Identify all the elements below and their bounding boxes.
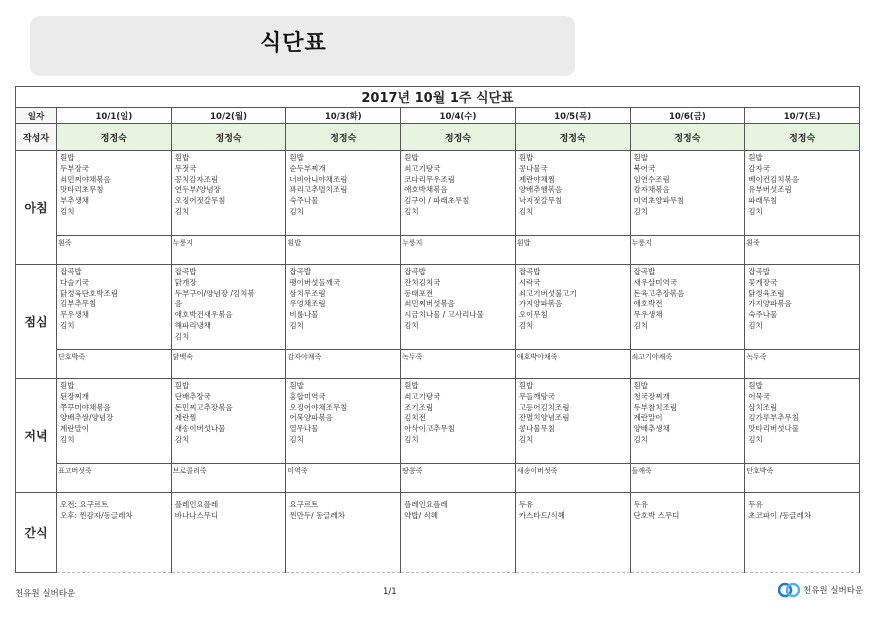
menu-item: 흰밥 [60,381,75,390]
menu-item: 두유 [633,500,649,509]
menu-cell [401,265,516,350]
menu-item: 우엉채조림 [289,299,326,309]
menu-item: 김치 [289,206,304,216]
menu-item: 김구이 / 파래초무침 [404,196,470,206]
menu-item: 돈민찌고추장볶음 [174,402,233,412]
meal-label: 간식 [16,493,57,573]
menu-item: 돈육고추장볶음 [633,288,685,298]
menu-item: 감자국 [748,163,770,173]
menu-item: 숙주나물 [748,310,778,320]
menu-item: 오후: 찐감자/동글레차 [60,511,133,520]
menu-item: 애호박채볶음 [404,185,448,195]
menu-item: 김치 [174,434,190,444]
porridge-cell: 쇠고기야채죽 [630,350,745,379]
menu-cell [57,265,172,350]
menu-item: 미역초양파무침 [633,196,685,206]
menu-cell [171,265,286,350]
date-cell: 10/6(금) [630,108,745,124]
menu-item: 두부참치조림 [633,402,677,412]
menu-item: 쇠고기탕국 [404,391,441,401]
menu-item: 잡곡밥 [518,267,541,276]
porridge-cell: 흰죽 [57,236,172,265]
menu-item: 오징어야채조무침 [289,402,348,412]
meal-row [16,379,860,464]
porridge-cell: 애호박야채죽 [515,350,630,379]
menu-cell [630,151,745,236]
porridge-row [16,236,860,265]
page-title: 식단표 [260,31,327,56]
menu-item: 닭정육단호박조림 [60,288,118,298]
menu-item: 낙지젓갈무침 [518,196,563,206]
menu-item: 무우생채 [633,310,663,320]
porridge-cell: 새송이버섯죽 [515,464,630,493]
menu-item: 흰밥 [60,153,75,162]
menu-item: 쭈꾸미야채볶음 [60,402,111,412]
porridge-cell: 흰죽 [745,236,860,265]
menu-item: 쇠민찌버섯볶음 [404,299,455,309]
menu-item: 두부구이/양념장 /김치볶 [174,288,255,298]
menu-item: 흰밥 [404,381,419,390]
menu-cell [515,379,630,464]
meal-row [16,265,860,350]
menu-item: 흰밥 [748,381,763,390]
menu-item: 찐만두/ 동글레차 [289,511,346,520]
menu-item: 흰밥 [174,381,190,390]
menu-item: 꽈리고추멸치조림 [289,185,348,195]
menu-item: 플레인요플레 [174,500,219,509]
menu-item: 김치 [174,206,190,216]
menu-item: 코다리무우조림 [404,174,455,184]
menu-item: 새송이버섯나물 [174,424,226,434]
menu-item: 임연수조림 [633,174,670,184]
date-cell: 10/7(토) [745,108,860,124]
menu-item: 김치 [60,206,75,216]
meal-row [16,151,860,236]
meal-label: 저녁 [16,379,57,493]
menu-item: 김치전 [404,413,426,423]
menu-cell [401,379,516,464]
menu-cell [630,379,745,464]
meal-label: 점심 [16,265,57,379]
menu-item: 어묵국 [748,391,770,401]
author-cell: 정정숙 [745,124,860,151]
menu-item: 김치 [633,320,649,330]
menu-item: 흰밥 [518,153,534,162]
menu-item: 닭개장 [174,277,197,287]
menu-item: 플레인요플레 [404,500,448,509]
menu-item: 바나나스무디 [174,511,219,520]
menu-cell [286,379,401,464]
menu-item: 감자채볶음 [633,185,670,195]
menu-cell [286,151,401,236]
menu-item: 잔멸치양념조림 [518,413,570,423]
menu-item: 흰밥 [289,153,304,162]
menu-item: 꽃게장국 [748,277,778,287]
menu-item: 순두부찌개 [289,163,326,173]
author-cell: 정정숙 [401,124,516,151]
menu-item: 카스타드/식혜 [518,511,565,520]
meal-label: 아침 [16,151,57,265]
menu-item: 두유 [748,500,763,509]
menu-item: 시락국 [518,277,541,287]
menu-cell [286,493,401,573]
date-cell: 10/5(목) [515,108,630,124]
menu-item: 너비아니야채조림 [289,174,348,184]
date-cell: 10/3(화) [286,108,401,124]
menu-item: 꽁치감자조림 [174,174,219,184]
menu-item: 부추생채 [60,196,89,206]
menu-item: 잡곡밥 [404,267,426,276]
menu-item: 오전: 요구르트 [60,500,109,509]
menu-item: 잡곡밥 [60,267,82,276]
menu-item: 김치 [174,331,190,341]
menu-item: 계란말이 [60,424,89,434]
menu-cell [401,151,516,236]
menu-cell [745,379,860,464]
menu-item: 양배추생채 [633,424,670,434]
menu-cell [630,493,745,573]
menu-cell [171,493,286,573]
menu-item: 김치 [404,320,419,330]
menu-item: 김부추무침 [60,299,97,309]
author-cell: 정정숙 [57,124,172,151]
menu-item: 가지양파볶음 [748,299,792,309]
porridge-cell: 흰밥 [515,236,630,265]
menu-item: 아삭이고추무침 [404,424,455,434]
menu-cell [57,493,172,573]
menu-item: 삼치무조림 [289,288,326,298]
menu-item: 단배추장국 [174,391,211,401]
menu-item: 청국장찌개 [633,391,670,401]
menu-item: 흰밥 [289,381,304,390]
menu-cell [57,151,172,236]
porridge-cell: 닭백숙 [171,350,286,379]
footer-logo [778,582,863,598]
menu-cell [515,265,630,350]
menu-item: 베이컨김치볶음 [748,174,799,184]
menu-item: 김치 [518,434,534,444]
menu-item: 김치 [518,206,534,216]
menu-item: 다슬기국 [60,277,89,287]
menu-cell [745,151,860,236]
menu-item: 무젓국 [174,163,197,173]
author-cell: 정정숙 [630,124,745,151]
menu-item: 연두부/양념장 [174,185,221,195]
menu-item: 북어국 [633,163,656,173]
menu-cell [745,265,860,350]
menu-item: 김치 [748,206,763,216]
porridge-cell: 누룽지 [630,236,745,265]
menu-cell [57,379,172,464]
menu-cell [401,493,516,573]
menu-item: 양배추쌈/양념장 [60,413,114,423]
menu-item: 잡곡밥 [633,267,656,276]
menu-item: 김치 [748,320,763,330]
menu-item: 계란야채찜 [518,174,556,184]
menu-item: 약밥/ 식혜 [404,511,438,520]
menu-item: 무들깨탕국 [518,391,556,401]
menu-item: 김치 [289,320,304,330]
menu-item: 잔치김치국 [404,277,441,287]
menu-item: 김치 [633,434,649,444]
porridge-cell: 누룽지 [171,236,286,265]
menu-item: 삼치조림 [748,402,778,412]
menu-cell [171,379,286,464]
menu-item: 김치 [633,206,649,216]
week-title: 2017년 10월 1주 식단표 [16,87,860,108]
menu-item: 비름나물 [289,310,319,320]
porridge-cell: 들깨죽 [630,464,745,493]
menu-item: 홍합미역국 [289,391,326,401]
menu-item: 잡곡밥 [748,267,770,276]
menu-item: 음 [174,299,182,309]
footer-page-number: 1/1 [383,587,397,597]
menu-item: 두부장국 [60,163,89,173]
author-cell: 정정숙 [515,124,630,151]
menu-item: 고등어김치조림 [518,402,570,412]
author-label: 작성자 [16,124,57,151]
menu-item: 숙주나물 [289,196,319,206]
logo-text: 천유원 실버타운 [803,586,864,596]
menu-item: 가지양파볶음 [518,299,563,309]
menu-cell [286,265,401,350]
menu-item: 쇠민찌야채볶음 [60,174,111,184]
menu-item: 맛타리초무침 [60,185,104,195]
menu-item: 두유 [518,500,534,509]
date-row [16,108,860,124]
menu-item: 새우살미역국 [633,277,677,287]
menu-item: 김치 [289,434,304,444]
date-cell: 10/4(수) [401,108,516,124]
date-cell: 10/2(월) [171,108,286,124]
menu-item: 파래무침 [748,196,778,206]
menu-item: 김치 [404,206,419,216]
menu-item: 흰밥 [518,381,534,390]
menu-item: 오징어젓갈무침 [174,196,226,206]
menu-item: 잡곡밥 [174,267,197,276]
logo-icon [778,582,800,598]
menu-item: 흰밥 [748,153,763,162]
menu-item: 김치 [60,320,75,330]
menu-item: 조기조림 [404,402,434,412]
menu-table [15,86,860,573]
menu-item: 계란말이 [633,413,663,423]
date-label: 일자 [16,108,57,124]
date-cell: 10/1(일) [57,108,172,124]
menu-item: 팽이버섯들깨국 [289,277,341,287]
menu-item: 콩나물국 [518,163,548,173]
menu-item: 동태포전 [404,288,434,298]
menu-cell [515,151,630,236]
porridge-cell: 흰밥 [286,236,401,265]
author-cell: 정정숙 [171,124,286,151]
porridge-cell: 녹두죽 [745,350,860,379]
menu-item: 맛타리버섯나물 [748,424,799,434]
menu-item: 닭정육조림 [748,288,785,298]
menu-item: 애호박건새우볶음 [174,310,233,320]
menu-item: 흰밥 [174,153,190,162]
menu-item: 김가루부추무침 [748,413,799,423]
porridge-cell: 브로콜리죽 [171,464,286,493]
meal-row [16,493,860,573]
menu-cell [171,151,286,236]
menu-cell [630,265,745,350]
menu-item: 해파리냉채 [174,320,211,330]
porridge-cell: 누룽지 [401,236,516,265]
menu-item: 콩나물무침 [518,424,556,434]
porridge-cell: 감자야채죽 [286,350,401,379]
author-cell: 정정숙 [286,124,401,151]
menu-item: 애호박전 [633,299,663,309]
porridge-cell: 땅콩죽 [401,464,516,493]
menu-item: 어묵양파볶음 [289,413,333,423]
menu-item: 김치 [748,434,763,444]
porridge-cell: 미역죽 [286,464,401,493]
menu-cell [745,493,860,573]
menu-item: 잡곡밥 [289,267,312,276]
menu-item: 김치 [518,320,534,330]
menu-item: 흰밥 [404,153,419,162]
porridge-cell: 표고버섯죽 [57,464,172,493]
menu-item: 쇠고기버섯불고기 [518,288,577,298]
menu-item: 유부버섯조림 [748,185,792,195]
menu-item: 김치 [404,434,419,444]
menu-item: 흰밥 [633,381,649,390]
porridge-cell: 녹두죽 [401,350,516,379]
menu-item: 오이무침 [518,310,548,320]
menu-item: 요구르트 [289,500,319,509]
porridge-cell: 단호박죽 [57,350,172,379]
porridge-row [16,464,860,493]
menu-item: 초코파이 /동글레차 [748,511,812,520]
menu-item: 단호박 스무디 [633,511,680,520]
menu-item: 양배추햄볶음 [518,185,563,195]
menu-item: 계란찜 [174,413,197,423]
menu-item: 시금치나물 / 고사리나물 [404,310,484,320]
menu-item: 김치 [60,434,75,444]
menu-item: 무우생채 [60,310,89,320]
menu-item: 쇠고기탕국 [404,163,441,173]
porridge-row [16,350,860,379]
menu-item: 열무나물 [289,424,319,434]
menu-item: 된장찌개 [60,391,89,401]
menu-item: 흰밥 [633,153,649,162]
porridge-cell: 단호박죽 [745,464,860,493]
footer-org: 천유원 실버타운 [15,589,76,599]
author-row [16,124,860,151]
menu-cell [515,493,630,573]
